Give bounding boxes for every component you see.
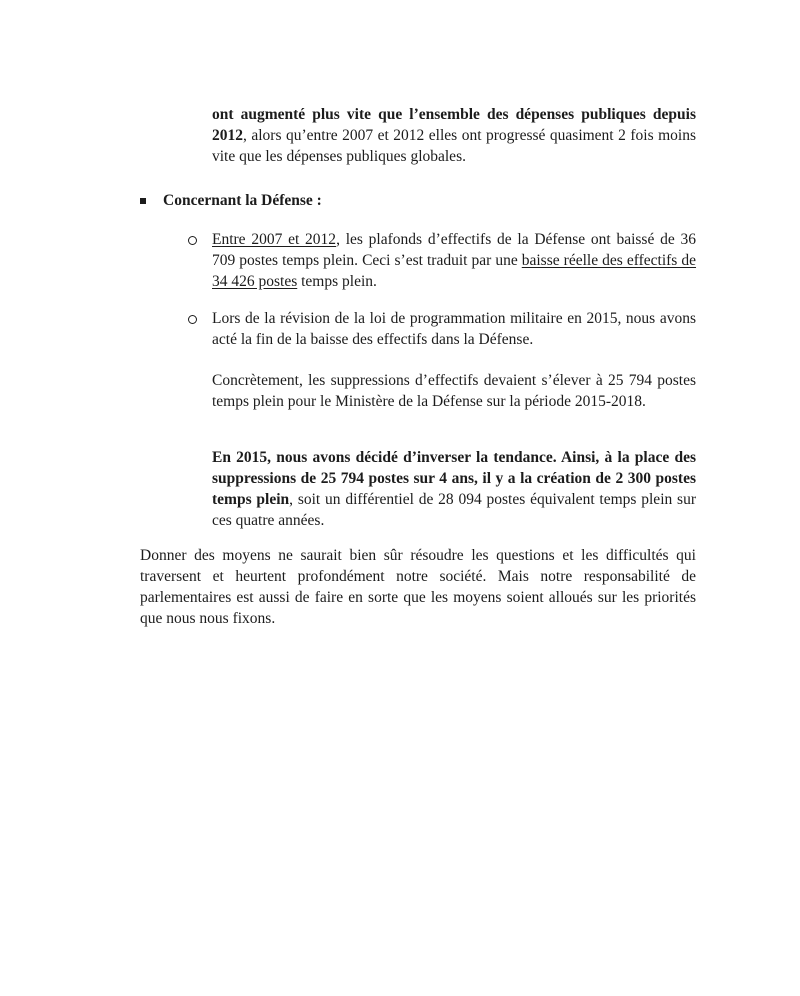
square-bullet-icon [140, 198, 146, 204]
closing-text: Donner des moyens ne saurait bien sûr résoudre les questions et les difficultés qui traversent et heurtent profondément notre société. Mais notre responsabilité de parlementaires est aussi de faire en sorte que les moyens soient alloués sur les priorités que nous nous fixons. [140, 547, 696, 627]
item-lpm-2015 [212, 308, 696, 350]
item2-paragraph-1: Lors de la révision de la loi de programmation militaire en 2015, nous avons acté la fin de la baisse des effectifs dans la Défense. [212, 310, 696, 348]
closing-paragraph [140, 545, 696, 629]
intro-paragraph [212, 104, 696, 167]
item2-bold-text: En 2015, nous avons décidé d’inverser la tendance. Ainsi, à la place des suppressions de 25 794 postes sur 4 ans, il y a la création de 2 300 postes temps plein [212, 449, 696, 508]
intro-text: , alors qu’entre 2007 et 2012 elles ont progressé quasiment 2 fois moins vite que les dépenses publiques globales. [212, 127, 696, 165]
item2-paragraph-2: Concrètement, les suppressions d’effectifs devaient s’élever à 25 794 postes temps plein pour le Ministère de la Défense sur la période 2015-2018. [212, 372, 696, 410]
item1-text-a: , les plafonds d’effectifs de la Défense ont baissé de 36 709 postes temps plein. Ceci s’est traduit par une [212, 231, 696, 269]
underlined-period: Entre 2007 et 2012 [212, 231, 337, 248]
circle-bullet-icon [188, 236, 197, 245]
intro-bold-text: ont augmenté plus vite que l’ensemble des dépenses publiques depuis 2012 [212, 106, 696, 144]
section-heading [163, 190, 683, 211]
item1-text-b: temps plein. [297, 273, 377, 290]
item2-text: , soit un différentiel de 28 094 postes équivalent temps plein sur ces quatre années. [212, 491, 696, 529]
underlined-reduction: baisse réelle des effectifs de 34 426 postes [212, 252, 697, 290]
circle-bullet-icon [188, 315, 197, 324]
section-heading-text: Concernant la Défense : [163, 192, 322, 209]
item2-paragraph-3-block [212, 447, 696, 531]
item-effectifs-2007-2012 [212, 229, 696, 292]
item2-paragraph-2-block [212, 370, 696, 412]
